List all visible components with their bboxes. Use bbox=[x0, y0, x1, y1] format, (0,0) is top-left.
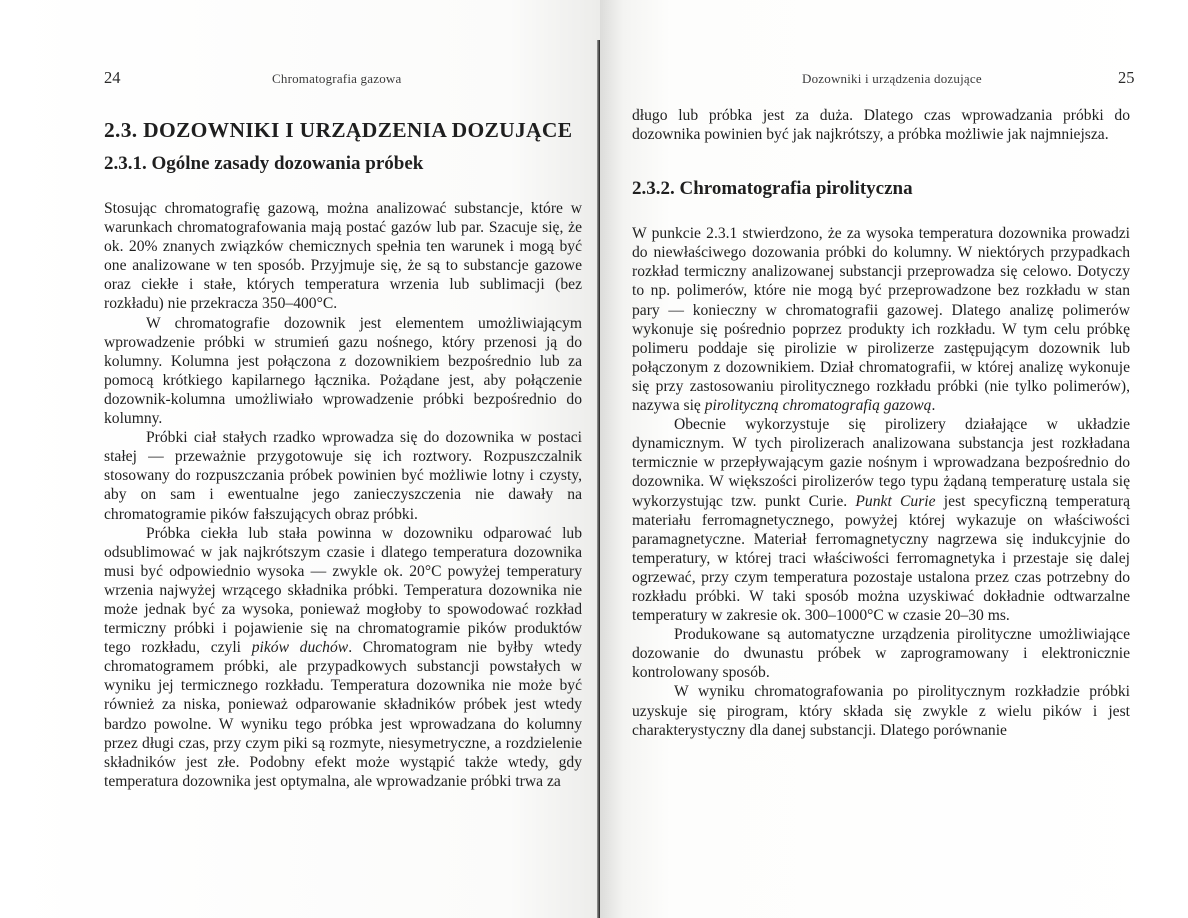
page-number-right: 25 bbox=[1118, 68, 1135, 87]
paragraph: Obecnie wykorzystuje się pirolizery działające w układzie dynamicznym. W tych pirolizerach analizowana substancja jest rozkładana termicznie w przepływającym gazie nośnym i wprowadzana bezpośrednio do dozownika. W większości pirolizerów tego typu żądaną temperaturę ustala się wykorzystując tzw. punkt Curie. Punkt Curie jest specyficzną temperaturą materiału ferromagnetycznego, powyżej której wykazuje on właściwości paramagnetyczne. Materiał ferromagnetyczny nagrzewa się indukcyjnie do temperatury, w której traci właściwości ferromagnetyka i przestaje się dalej ogrzewać, przy czym temperatura pozostaje ustalona przez czas potrzebny do rozkładu próbki. W taki sposób można uzyskiwać dokładnie odtwarzalne temperatury w zakresie ok. 300–1000°C w czasie 20–30 ms. bbox=[632, 416, 1131, 625]
subsection-title-right: 2.3.2. Chromatografia pirolityczna bbox=[632, 178, 913, 200]
paragraph: W chromatografie dozownik jest elementem umożliwiającym wprowadzenie próbki w strumień gazu nośnego, który przenosi ją do kolumny. Kolumna jest połączona z dozownikiem bezpośrednio lub za pomocą krótkiego kapilarnego łącznika. Pożądane jest, aby połączenie dozownik-kolumna umożliwiało wprowadzenie próbki bezpośrednio do kolumny. bbox=[104, 314, 582, 428]
paragraph: Stosując chromatografię gazową, można analizować substancje, które w warunkach chromatografowania mają postać gazów lub par. Szacuje się, że ok. 20% znanych związków chemicznych spełnia ten warunek i mogą być one analizowane w ten sposób. Przyjmuje się, że są to substancje gazowe oraz ciekłe i stałe, których temperatura wrzenia lub sublimacji (bez rozkładu) nie przekracza 350–400°C. bbox=[104, 200, 582, 313]
paragraph: W wyniku chromatografowania po pirolitycznym rozkładzie próbki uzyskuje się pirogram, który składa się zwykle z wielu pików i jest charakterystyczny dla danej substancji. Dlatego porównanie bbox=[632, 683, 1130, 739]
paragraph: W punkcie 2.3.1 stwierdzono, że za wysoka temperatura dozownika prowadzi do niewłaściwego dozowania próbki do kolumny. W niektórych przypadkach rozkład termiczny analizowanej substancji przeprowadza się celowo. Dotyczy to np. polimerów, które nie mogą być przeprowadzone bez rozkładu w stan pary — konieczny w chromatografii gazowej. Dlatego analizę polimerów wykonuje się pośrednio poprzez produkty ich rozkładu. W tym celu próbkę polimeru poddaje się pirolizie w pirolizerze zastępującym dozownik lub połączonym z dozownikiem. Dział chromatografii, w której analizę wykonuje się przy zastosowaniu pirolitycznego rozkładu próbki (nie tylko polimerów), nazywa się pirolityczną chromatografią gazową. bbox=[632, 225, 1130, 415]
section-title: 2.3. DOZOWNIKI I URZĄDZENIA DOZUJĄCE bbox=[104, 118, 573, 142]
paragraph: Próbka ciekła lub stała powinna w dozowniku odparować lub odsublimować w jak najkrótszym czasie i dlatego temperatura dozownika musi być odpowiednio wysoka — zwykle ok. 20°C powyżej temperatury wrzenia najwyżej wrzącego składnika próbki. Temperatura dozownika nie może jednak być za wysoka, ponieważ mogłoby to spowodować rozkład termiczny próbki i pojawienie się na chromatogramie pików produktów tego rozkładu, czyli pików duchów. Chromatogram nie byłby wtedy chromatogramem próbki, ale przypadkowych substancji powstałych w wyniku jej termicznego rozkładu. Temperatura dozownika nie może być również za niska, ponieważ odparowanie składników próbek jest wtedy bardzo powolne. W wyniku tego próbka jest wprowadzana do kolumny przez długi czas, przy czym piki są rozmyte, niesymetryczne, a rozdzielenie składników jest złe. Podobny efekt może wystąpić także wtedy, gdy temperatura dozownika jest optymalna, ale wprowadzanie próbki trwa za bbox=[104, 524, 582, 790]
left-text-column bbox=[104, 118, 582, 791]
emphasis-term: pików duchów bbox=[251, 639, 349, 657]
running-head-left: Chromatografia gazowa bbox=[272, 71, 402, 86]
subsection-title-left: 2.3.1. Ogólne zasady dozowania próbek bbox=[104, 153, 424, 174]
right-text-column bbox=[632, 106, 1130, 740]
paragraph: Próbki ciał stałych rzadko wprowadza się do dozownika w postaci stałej — przeważnie przygotowuje się ich roztwory. Rozpuszczalnik stosowany do rozpuszczania próbek powinien być możliwie lotny i czysty, aby on sam i ewentualne jego zanieczyszczenia nie dawały na chromatogramie pików fałszujących obraz próbki. bbox=[104, 429, 582, 523]
paragraph: Produkowane są automatyczne urządzenia pirolityczne umożliwiające dozowanie do dwunastu próbek w zaprogramowany i elektronicznie kontrolowany sposób. bbox=[632, 626, 1130, 682]
emphasis-term: Punkt Curie bbox=[855, 492, 936, 510]
page-number-left: 24 bbox=[104, 68, 121, 87]
emphasis-term: pirolityczną chromatografią gazową bbox=[704, 397, 932, 415]
running-head-right: Dozowniki i urządzenia dozujące bbox=[802, 71, 982, 86]
paragraph: długo lub próbka jest za duża. Dlatego czas wprowadzania próbki do dozownika powinien być jak najkrótszy, a próbka możliwie jak najmniejsza. bbox=[632, 107, 1130, 144]
